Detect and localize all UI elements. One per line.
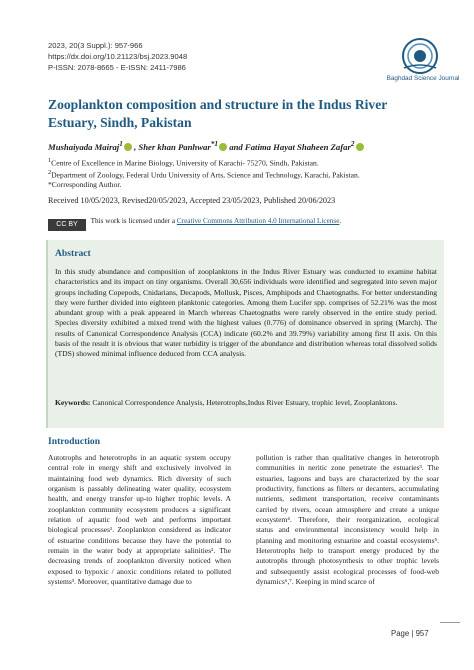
author-2: Sher khan Panhwar [138, 141, 211, 152]
affiliation-text: Centre of Excellence in Marine Biology, University of Karachi- 75270, Sindh, Pakistan. [51, 158, 319, 168]
license-link[interactable]: Creative Commons Attribution 4.0 International License [176, 217, 340, 225]
journal-meta [48, 40, 187, 73]
orcid-icon[interactable] [219, 143, 227, 151]
affiliation-text: Department of Zoology, Federal Urdu University of Arts, Science and Technology, Karachi, Pakistan. [51, 170, 360, 180]
issn-line: P-ISSN: 2078-8665 - E-ISSN: 2411-7986 [48, 63, 186, 72]
author-list [48, 140, 448, 152]
publication-dates: Received 10/05/2023, Revised20/05/2023, Accepted 23/05/2023, Published 20/06/2023 [48, 196, 336, 205]
paper-title: Zooplankton composition and structure in the Indus River Estuary, Sindh, Pakistan [48, 97, 388, 130]
page-number: Page | 957 [391, 629, 429, 638]
author-2-sup: *1 [210, 140, 219, 148]
corresponding-author: *Corresponding Author. [48, 180, 122, 190]
affiliation-sup: 1 [48, 157, 52, 164]
affiliation-2 [48, 168, 360, 180]
affiliations [48, 156, 360, 190]
keywords-label: Keywords: [55, 398, 91, 407]
abstract-heading: Abstract [55, 248, 91, 259]
cc-license-icon[interactable]: CC BY [48, 219, 86, 231]
keywords [55, 398, 437, 408]
doi-line[interactable]: https://dx.doi.org/10.21123/bsj.2023.9048 [48, 52, 188, 61]
author-connector: and [229, 141, 243, 152]
orcid-icon[interactable] [124, 143, 132, 151]
license-suffix: . [339, 217, 342, 225]
intro-column-left: Autotrophs and heterotrophs in an aquatic system occupy central role in energy shift and exclusively involved in maintaining food web dynamics. Rich diversity of such organism is passably delineating water quality, ecosystem health, and energy transfer up-to higher trophic levels. A zooplankton community ecosystem produces a significant relation of aquatic food web and performs important biological processes¹. Zooplankton considered as indicator of estuarine conditions because they have the potential to remain in the water body at appropriate salinities². The decreasing trends of zooplankton diversity noticed when exposed to hypoxic / anoxic conditions related to polluted systems³. Moreover, quantitative damage due to [48, 453, 231, 587]
abstract-text: In this study abundance and composition of zooplanktons in the Indus River Estuary was conducted to examine habitat characteristics and its impact on tiny organisms. Overall 30,656 individuals were identified and segregated into seven major groups including Copepods, Cnidarians, Decapods, Mollusk, Pisces, Amphipods and Chaetognaths. For better understanding they were further divided into eighteen planktonic categories. Among them Lucifer spp. comprises of 52.21% was the most abundant group with a peak appeared in March whereas Chaetognaths were rarely observed in the entire study period. Species diversity exhibited a mixed trend with the highest values (0.776) of dominance observed in spring (March). The results of Canonical Correspondence Analysis (CCA) indicate (60.2% and 39.79%) variability among first II axis. On this basis of the result it is obvious that water turbidity is trigger of the abundance and distribution whereas total dissolved solids (TDS) showed minimal influence deduced from CCA analysis. [55, 267, 437, 359]
license-line [48, 217, 341, 231]
author-3: Fatima Hayat Shaheen Zafar [244, 141, 351, 152]
author-1-sup: 1 [119, 140, 123, 148]
keywords-text: Canonical Correspondence Analysis, Heterotrophs,Indus River Estuary, trophic level, Zooplanktons. [92, 398, 398, 407]
author-separator: , [134, 141, 137, 152]
affiliation-sup: 2 [48, 169, 52, 177]
author-3-sup: 2 [350, 140, 355, 148]
orcid-icon[interactable] [356, 143, 364, 151]
introduction-heading: Introduction [48, 436, 101, 447]
author-1: Mushaiyada Mairaj [48, 141, 120, 152]
journal-name: Baghdad Science Journal [386, 75, 460, 82]
volume-line: 2023, 20(3 Suppl.): 957-966 [48, 41, 143, 50]
intro-column-right: pollution is rather than qualitative changes in heterotroph communities in neritic zone penetrate the estuaries³. The estuaries, lagoons and bays are characterized by the soar productivity, functions as filters or decanters, accumulating nutrients, sediment transportation, receive contaminants carried by rivers, ocean atmosphere and create a unique ecosystem⁴. Therefore, their reorganization, ecological status and environmental inconsistency would help in planning and monitoring estuarine and coastal ecosystems⁵. Heterotrophs help to transport energy produced by the autotrophs through photosynthesis to other trophic levels and subsequently assist ecological processes of food-web dynamics⁶,⁷. Keeping in mind scarce of [256, 453, 439, 587]
page-divider [440, 622, 460, 623]
journal-logo-icon [398, 36, 442, 76]
affiliation-1 [48, 156, 360, 168]
license-prefix: This work is licensed under a [90, 217, 176, 225]
